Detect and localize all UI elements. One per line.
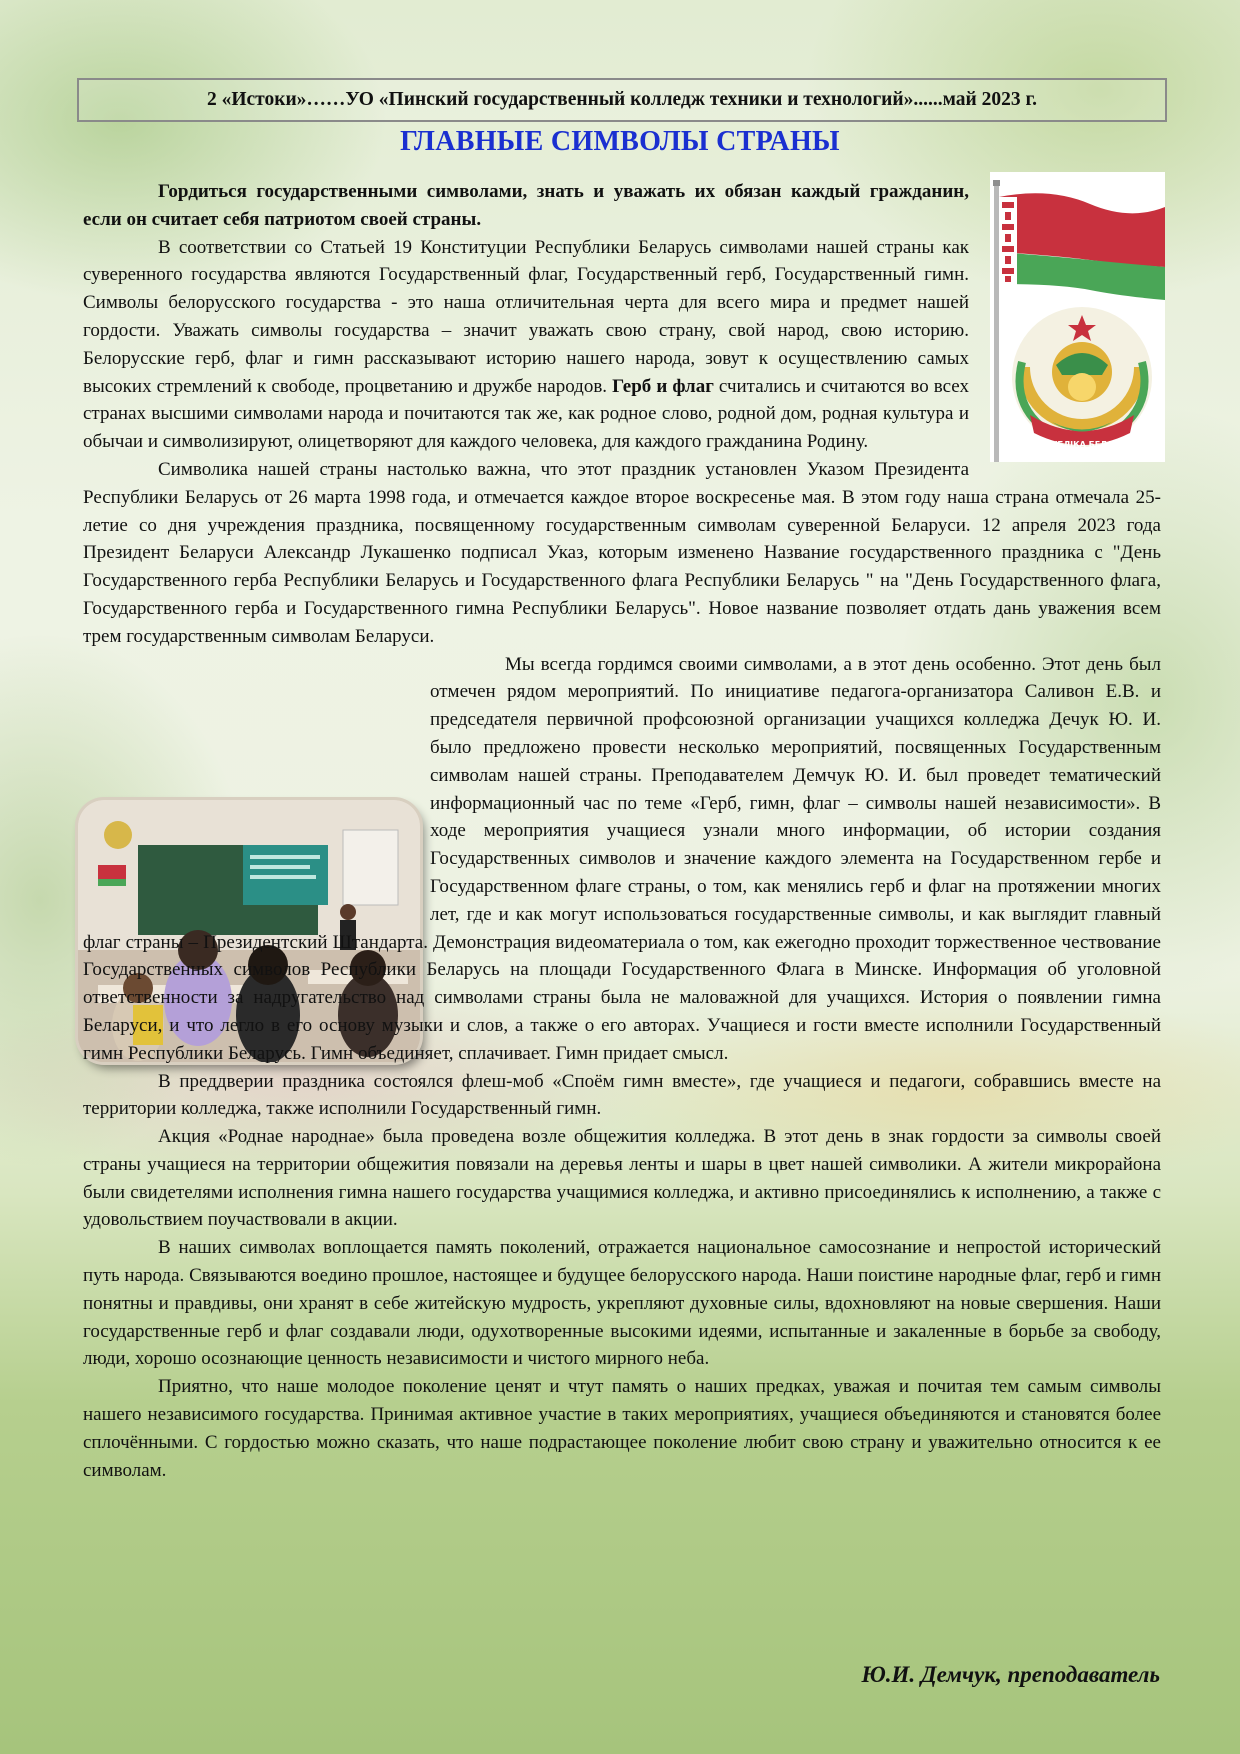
- paragraph-memory: В наших символах воплощается память поколений, отражается национальное самосознание и непростой исторический путь народа. Связываются воедино прошлое, настоящее и будущее белорусского народа. Наши поистине народные флаг, герб и гимн понятны и правдивы, они хранят в себе житейскую мудрость, укрепляют духовные силы, вдохновляют на новые свершения. Наши государственные герб и флаг создавали люди, одухотворенные высокими идеями, испытанные и закаленные в борьбе за свободу, люди, хорошо осознающие ценность независимости и чистого мирного неба.: [83, 1237, 1161, 1370]
- paragraph-text: Мы всегда гордимся своими символами, а в этот день особенно. Этот день был отмечен рядом мероприятий. По инициативе педагога-организатора Саливон Е.В. и председателя первичной профсоюзной организации учащихся колледжа Дечук Ю. И. было предложено провести несколько мероприятий, посвященных Государственным символам нашей страны. Преподавателем Демчук Ю. И. был проведет тематический информационный час по теме «Герб, гимн, флаг – символы нашей независимости». В ходе мероприятия учащиеся узнали много информации, об истории создания Государственных символов и значение каждого элемента на Государственном гербе и Государственном флаге страны, о том, как менялись герб и флаг на протяжении многих лет, где и как могут использоваться государственные символы, и как выглядит главный флаг страны – Президентский Штандарта. Демонстрация видеоматериала о том, как ежегодно проходит торжественное чествование Государственных символов Республики Беларусь на площади Государственного Флага в Минске. Информация об уголовной ответственности за надругательство над символами страны была не маловажной для учащихся. История о появлении гимна Беларуси, и что легло в его основу музыки и слов, а также о его авторах. Учащиеся и гости вместе исполнили Государственный гимн Республики Беларусь. Гимн объединяет, сплачивает. Гимн придает смысл.: [83, 653, 1161, 1064]
- author-signature: Ю.И. Демчук, преподаватель: [861, 1662, 1160, 1687]
- article-body: [83, 178, 1161, 1484]
- paragraph-events: [83, 651, 1161, 1068]
- paragraph-holiday: Символика нашей страны настолько важна, что этот праздник установлен Указом Президента Республики Беларусь от 26 марта 1998 года, и отмечается каждое второе воскресенье мая. В этом году наша страна отмечала 25-летие со дня учреждения праздника, посвященному государственным символам суверенной Беларуси. 12 апреля 2023 года Президент Беларуси Александр Лукашенко подписал Указ, которым изменено Название государственного праздника с "День Государственного герба Республики Беларусь и Государственного флага Республики Беларусь " на "День Государственного флага, Государственного герба и Государственного гимна Республики Беларусь". Новое название позволяет отдать дань уважения всем трем государственным символам Беларуси.: [83, 458, 1161, 647]
- flag-image-spacer: [981, 172, 1171, 462]
- article-title: ГЛАВНЫЕ СИМВОЛЫ СТРАНЫ: [400, 126, 840, 157]
- paragraph-flashmob: В преддверии праздника состоялся флеш-моб «Споём гимн вместе», где учащиеся и педагоги, собравшись вместе на территории колледжа, также исполнили Государственный гимн.: [83, 1070, 1161, 1120]
- paragraph-text: В соответствии со Статьей 19 Конституции Республики Беларусь символами нашей страны как суверенного государства являются Государственный флаг, Государственный герб, Государственный гимн. Символы белорусского государства - это наша отличительная черта для всего мира и предмет нашей гордости. Уважать символы государства – значит уважать свою страну, свой народ, свою историю. Белорусские герб, флаг и гимн рассказывают историю нашего народа, зовут к осуществлению самых высоких стремлений к свободе, процветанию и дружбе народов.: [83, 236, 969, 397]
- lead-paragraph: Гордиться государственными символами, знать и уважать их обязан каждый гражданин, если он считает себя патриотом своей страны.: [83, 181, 969, 230]
- paragraph-text: считались и считаются во всех странах высшими символами народа и почитаются так же, как родное слово, родной дом, родная культура и обычаи и символизируют, олицетворяют для каждого человека, для каждого гражданина Родину.: [83, 375, 969, 453]
- header-text: 2 «Истоки»……УО «Пинский государственный колледж техники и технологий»......май 2023 г.: [206, 89, 1038, 110]
- paragraph-action: Акция «Роднае народнае» была проведена возле общежития колледжа. В этот день в знак гордости за символы своей страны учащиеся на территории общежития повязали на деревья ленты и шары в цвет нашей символики. А жители микрорайона были свидетелями исполнения гимна нашего государства учащимися колледжа, и активно присоединялись к исполнению, а также с удовольствием поучаствовали в акции.: [83, 1126, 1161, 1231]
- paragraph-conclusion: Приятно, что наше молодое поколение ценят и чтут память о наших предках, уважая и почитая тем самым символы нашего независимого государства. Принимая активное участие в таких мероприятиях, учащиеся объединяются и становятся более сплочёнными. С гордостью можно сказать, что наше подрастающее поколение любит свою страну и уважительно относится к ее символам.: [83, 1376, 1161, 1481]
- emblem-ribbon-text: РЭСПУБЛІКА БЕЛАРУСЬ: [1026, 440, 1138, 449]
- photo-spacer: [77, 659, 422, 921]
- bold-phrase: Герб и флаг: [612, 375, 714, 397]
- page-header: [77, 78, 1167, 122]
